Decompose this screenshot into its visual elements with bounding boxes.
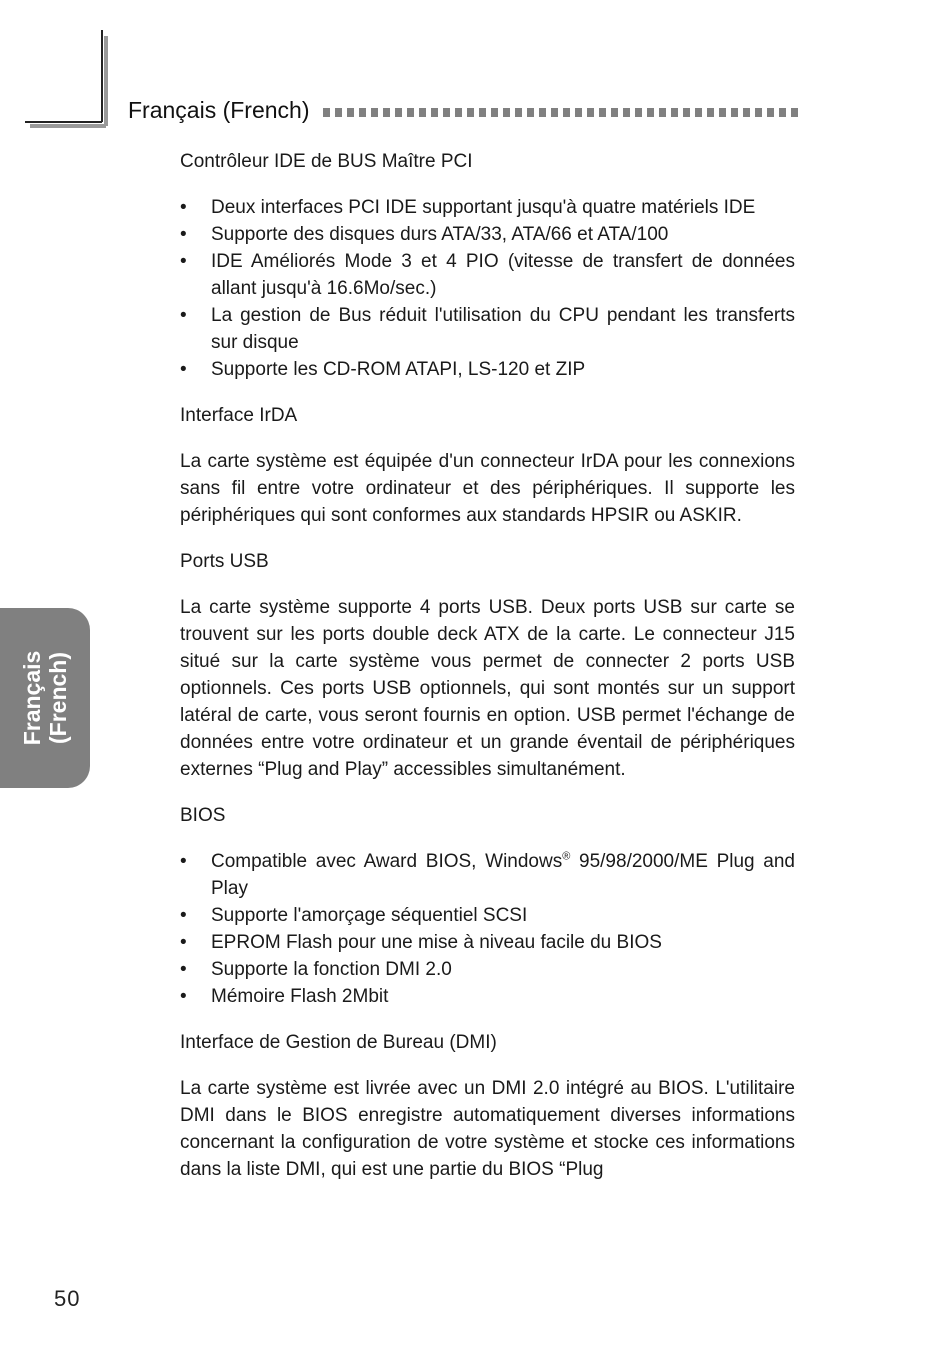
registered-mark: ®: [562, 850, 571, 863]
list-item: • Mémoire Flash 2Mbit: [180, 983, 795, 1010]
list-item: • Deux interfaces PCI IDE supportant jusqu'à quatre matériels IDE: [180, 194, 795, 221]
list-item: • EPROM Flash pour une mise à niveau facile du BIOS: [180, 929, 795, 956]
section-title: Français (French): [128, 96, 310, 123]
bios-heading: BIOS: [180, 805, 226, 826]
usb-paragraph: La carte système supporte 4 ports USB. Deux ports USB sur carte se trouvent sur les ports double deck ATX de la carte. Le connecteur J15 situé sur la carte système vous permet de connecter 2 ports USB optionnels. Ces ports USB optionnels, qui sont montés sur un support latéral de carte, vous seront fournis en option. USB permet l'échange de données entre votre ordinateur et un grande éventail de périphériques externes “Plug and Play” accessibles simultanément.: [180, 597, 795, 780]
dmi-heading: Interface de Gestion de Bureau (DMI): [180, 1032, 497, 1053]
list-item: • La gestion de Bus réduit l'utilisation du CPU pendant les transferts sur disque: [180, 302, 795, 356]
list-item: • Supporte la fonction DMI 2.0: [180, 956, 795, 983]
side-tab-label: [19, 651, 71, 746]
dot-leader-decoration: [323, 108, 798, 117]
bios-item-text: Compatible avec Award BIOS, Windows: [211, 851, 563, 872]
list-item: [180, 848, 795, 902]
list-item: • IDE Améliorés Mode 3 et 4 PIO (vitesse de transfert de données allant jusqu'à 16.6Mo/sec.): [180, 248, 795, 302]
list-item: • Supporte l'amorçage séquentiel SCSI: [180, 902, 795, 929]
language-side-tab: [0, 608, 90, 788]
side-tab-label-line1: Français: [19, 650, 45, 746]
bios-feature-list: [180, 848, 795, 1010]
usb-heading: Ports USB: [180, 551, 269, 572]
list-item: • Supporte des disques durs ATA/33, ATA/66 et ATA/100: [180, 221, 795, 248]
dmi-paragraph: La carte système est livrée avec un DMI 2.0 intégré au BIOS. L'utilitaire DMI dans le BIOS enregistre automatiquement diverses informations concernant la configuration de votre système et stocke ces informations dans la liste DMI, qui est une partie du BIOS “Plug: [180, 1078, 795, 1180]
bios-item-text-cont: 95/98/2000/ME Plug and Play: [211, 851, 795, 899]
ide-feature-list: [180, 194, 795, 383]
page-number: 50: [54, 1286, 81, 1311]
page-content: [180, 148, 795, 1202]
crop-mark-decoration: [0, 0, 110, 130]
irda-heading: Interface IrDA: [180, 405, 298, 426]
side-tab-label-line2: (French): [45, 652, 71, 745]
section-header: [128, 92, 798, 128]
irda-paragraph: La carte système est équipée d'un connecteur IrDA pour les connexions sans fil entre votre ordinateur et des périphériques. Il supporte les périphériques qui sont conformes aux standards HPSIR ou ASKIR.: [180, 451, 795, 526]
list-item: • Supporte les CD-ROM ATAPI, LS-120 et ZIP: [180, 356, 795, 383]
ide-heading: Contrôleur IDE de BUS Maître PCI: [180, 151, 473, 172]
